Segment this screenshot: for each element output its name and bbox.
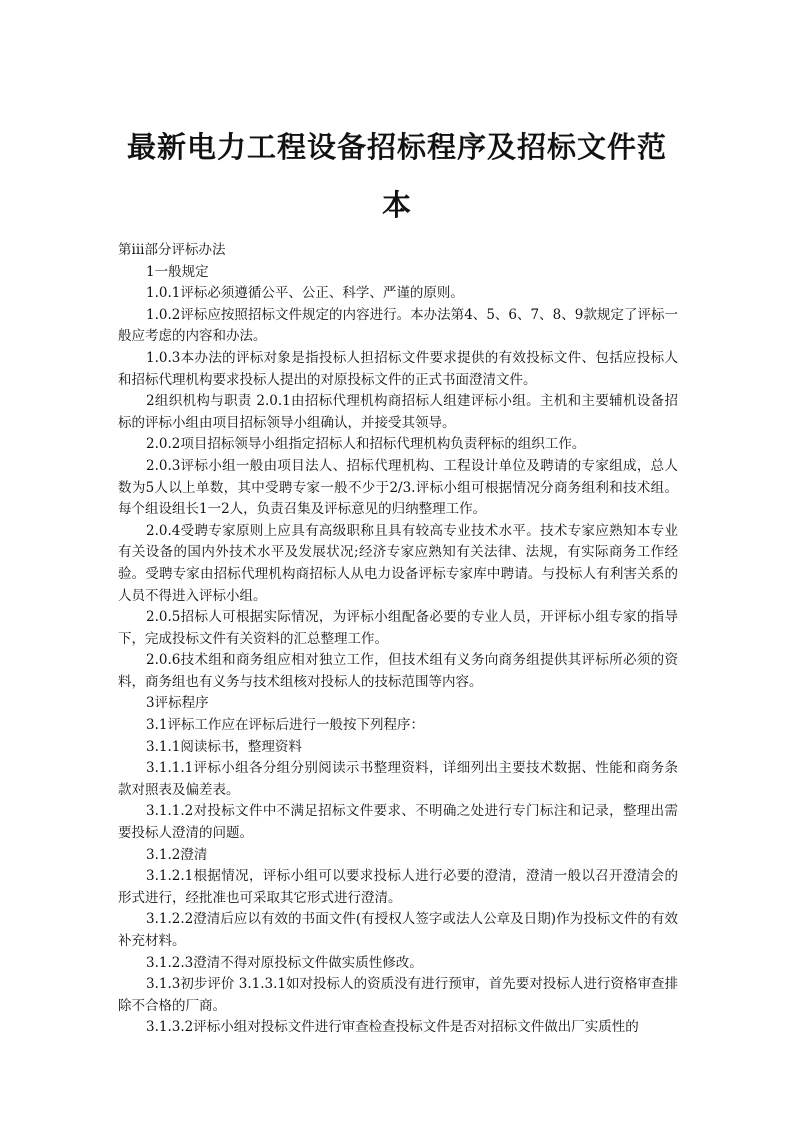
body-paragraph: 3.1.2澄清	[146, 846, 208, 863]
body-paragraph: 1一般规定	[146, 263, 209, 280]
body-paragraph: 3.1.1.2对投标文件中不满足招标文件要求、不明确之处进行专门标注和记录，整理出需要投标人澄清的问题。	[118, 803, 678, 842]
body-paragraph: 3评标程序	[146, 695, 209, 712]
title-line-2: 本	[381, 188, 412, 222]
body-paragraph: 3.1.2.3澄清不得对原投标文件做实质性修改。	[146, 954, 423, 971]
body-paragraph: 3.1评标工作应在评标后进行一般按下列程序：	[146, 717, 424, 734]
body-paragraph: 3.1.3初步评价 3.1.3.1如对投标人的资质没有进行预审，首先要对投标人进行资格审查排除不合格的厂商。	[118, 976, 678, 1014]
body-paragraph: 2.0.6技术组和商务组应相对独立工作，但技术组有义务向商务组提供其评标所必须的资料，商务组也有义务与技术组核对投标人的技标范围等内容。	[118, 652, 678, 690]
body-paragraph: 1.0.1评标必须遵循公平、公正、科学、严谨的原则。	[146, 285, 464, 302]
body-paragraph: 第iii部分评标办法	[118, 242, 226, 258]
document-body	[118, 240, 678, 1039]
body-paragraph: 3.1.3.2评标小组对投标文件进行审查检查投标文件是否对招标文件做出厂实质性的	[146, 1019, 639, 1036]
body-paragraph: 2.0.2项目招标领导小组指定招标人和招标代理机构负责秤标的组织工作。	[146, 436, 586, 453]
body-paragraph: 3.1.2.1根据情况，评标小组可以要求投标人进行必要的澄清，澄清一般以召开澄清会的形式进行，经批准也可采取其它形式进行澄清。	[118, 868, 678, 906]
body-paragraph: 2组织机构与职责 2.0.1由招标代理机构商招标人组建评标小组。主机和主要辅机设备招标的评标小组由项目招标领导小组确认，并接受其领导。	[118, 393, 678, 431]
body-paragraph: 3.1.2.2澄清后应以有效的书面文件(有授权人签字或法人公章及日期)作为投标文件的有效补充材料。	[118, 911, 678, 949]
body-paragraph: 3.1.1阅读标书，整理资料	[146, 738, 302, 755]
body-paragraph: 1.0.2评标应按照招标文件规定的内容进行。本办法第4、5、6、7、8、9款规定了评标一般应考虑的内容和办法。	[118, 306, 678, 345]
body-paragraph: 2.0.3评标小组一般由项目法人、招标代理机构、工程设计单位及聘请的专家组成，总人数为5人以上单数，其中受聘专家一般不少于2/3.评标小组可根据情况分商务组利和技术组。每个组设组长1一2人，负责召集及评标意见的归纳整理工作。	[118, 457, 678, 518]
title-line-1: 最新电力工程设备招标程序及招标文件范	[126, 130, 667, 164]
document-title	[110, 118, 684, 234]
body-paragraph: 1.0.3本办法的评标对象是指投标人担招标文件要求提供的有效投标文件、包括应投标人和招标代理机构要求投标人提出的对原投标文件的正式书面澄清文件。	[118, 349, 678, 388]
body-paragraph: 3.1.1.1评标小组各分组分别阅读示书整理资料，详细列出主要技术数据、性能和商务条款对照表及偏差表。	[118, 760, 678, 798]
body-paragraph: 2.0.5招标人可根据实际情况，为评标小组配备必要的专业人员，开评标小组专家的指导下，完成投标文件有关资料的汇总整理工作。	[118, 609, 678, 647]
body-paragraph: 2.0.4受聘专家原则上应具有高级职称且具有较高专业技术水平。技术专家应熟知本专业有关设备的国内外技术水平及发展状况;经济专家应熟知有关法律、法规，有实际商务工作经验。受聘专家由招标代理机构商招标人从电力设备评标专家库中聘请。与投标人有利害关系的人员不得进入评标小组。	[118, 522, 678, 604]
